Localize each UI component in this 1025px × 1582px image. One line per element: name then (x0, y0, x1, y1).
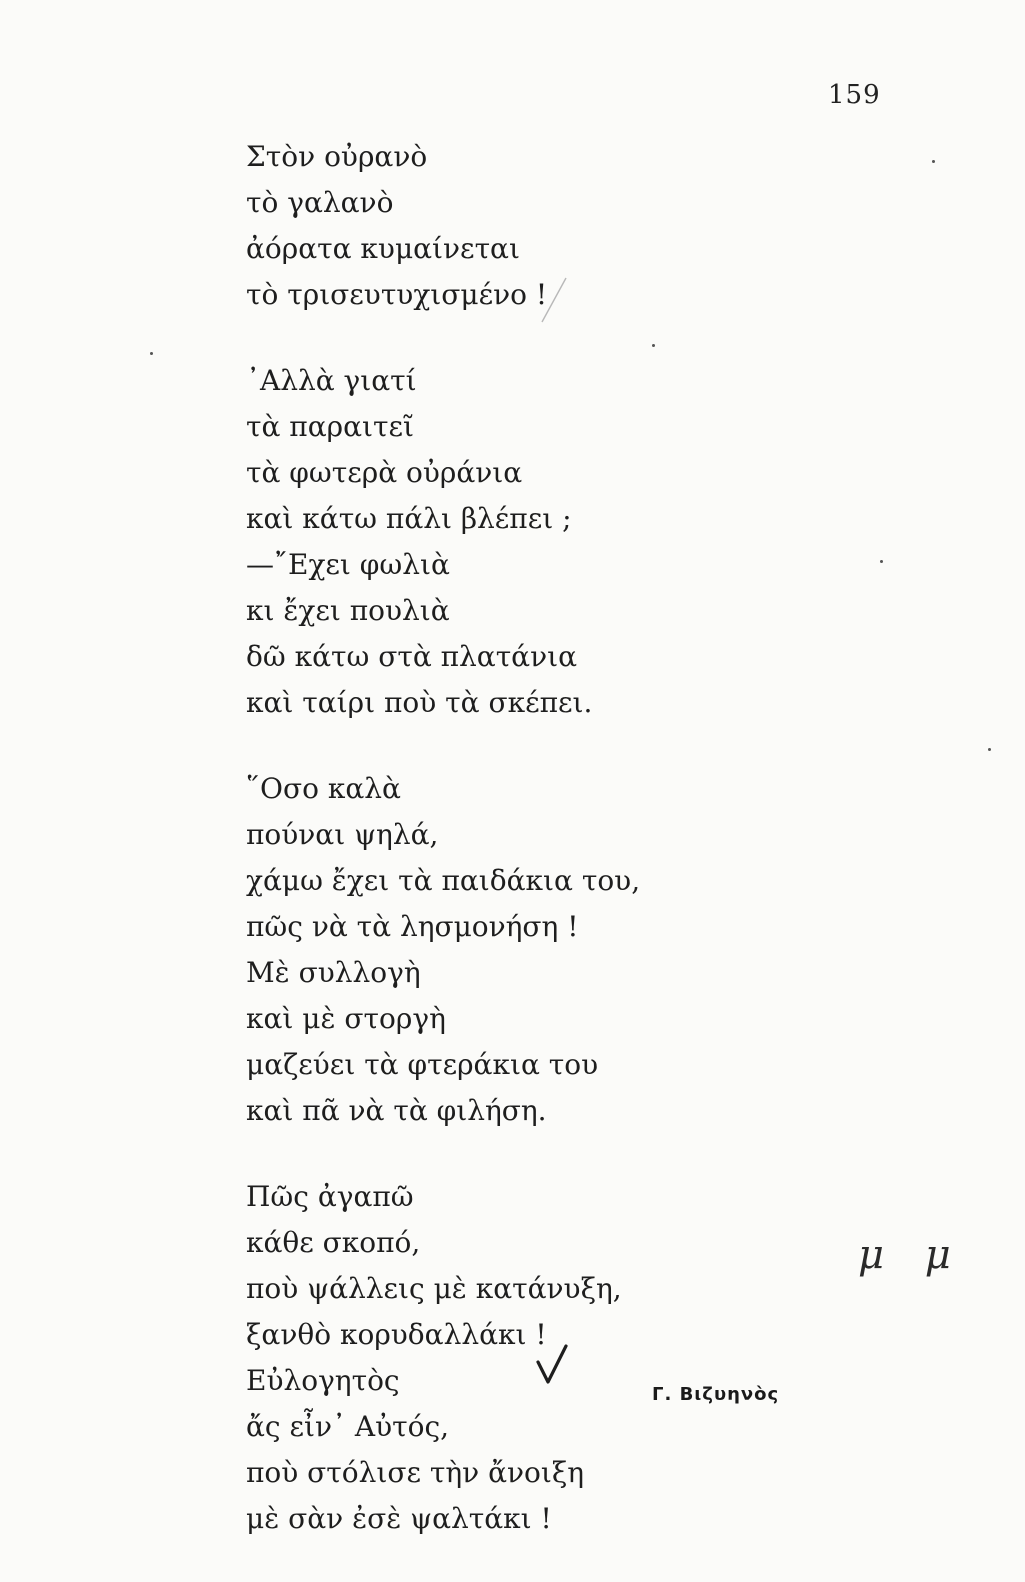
paper-speck (988, 748, 991, 751)
verse-line: Πῶς ἀγαπῶ (246, 1180, 414, 1213)
stanza-3 (246, 766, 806, 1134)
author-signature: Γ. Βιζυηνὸς (652, 1384, 780, 1405)
stanza-1 (246, 134, 806, 318)
paper-speck (652, 344, 655, 347)
verse-line: Μὲ συλλογὴ (246, 956, 421, 989)
verse-line: κάθε σκοπό, (246, 1226, 421, 1259)
verse-line: καὶ ταίρι ποὺ τὰ σκέπει. (246, 686, 593, 719)
stanza-4 (246, 1174, 806, 1542)
verse-line: τὰ φωτερὰ οὐράνια (246, 456, 523, 489)
verse-line: τὸ τρισευτυχισμένο ! (246, 278, 548, 311)
verse-line: ποὺ στόλισε τὴν ἄνοιξη (246, 1456, 585, 1489)
verse-line: Στὸν οὐρανὸ (246, 140, 428, 173)
verse-line: κι ἔχει πουλιὰ (246, 594, 450, 627)
verse-line: καὶ μὲ στοργὴ (246, 1002, 446, 1035)
verse-line: τὸ γαλανὸ (246, 186, 394, 219)
page-number: 159 (828, 80, 881, 110)
verse-line: —῎Εχει φωλιὰ (246, 548, 450, 581)
verse-line: καὶ πᾶ νὰ τὰ φιλήση. (246, 1094, 547, 1127)
verse-line: ἀόρατα κυμαίνεται (246, 232, 520, 265)
paper-speck (932, 160, 935, 163)
verse-line: ῞Οσο καλὰ (246, 772, 401, 805)
verse-line: χάμω ἔχει τὰ παιδάκια του, (246, 864, 641, 897)
verse-line: μὲ σὰν ἐσὲ ψαλτάκι ! (246, 1502, 552, 1535)
verse-line: ᾿Αλλὰ γιατί (246, 364, 417, 397)
verse-line: ἄς εἶν᾿ Αὐτός, (246, 1410, 450, 1443)
verse-line: πῶς νὰ τὰ λησμονήση ! (246, 910, 579, 943)
verse-line: Εὐλογητὸς (246, 1364, 400, 1397)
verse-line: δῶ κάτω στὰ πλατάνια (246, 640, 577, 673)
verse-line: πούναι ψηλά, (246, 818, 439, 851)
checkmark-icon (534, 1340, 570, 1388)
verse-line: ποὺ ψάλλεις μὲ κατάνυξη, (246, 1272, 622, 1305)
verse-line: τὰ παραιτεῖ (246, 410, 414, 443)
verse-line: ξανθὸ κορυδαλλάκι ! (246, 1318, 547, 1351)
stanza-2 (246, 358, 806, 726)
pencil-scratch-mark (536, 276, 570, 326)
verse-line: καὶ κάτω πάλι βλέπει ; (246, 502, 572, 535)
paper-speck (150, 352, 153, 355)
paper-speck (880, 560, 883, 563)
verse-line: μαζεύει τὰ φτεράκια του (246, 1048, 599, 1081)
poem (246, 134, 806, 1582)
handwritten-note: μ μ (858, 1232, 965, 1278)
